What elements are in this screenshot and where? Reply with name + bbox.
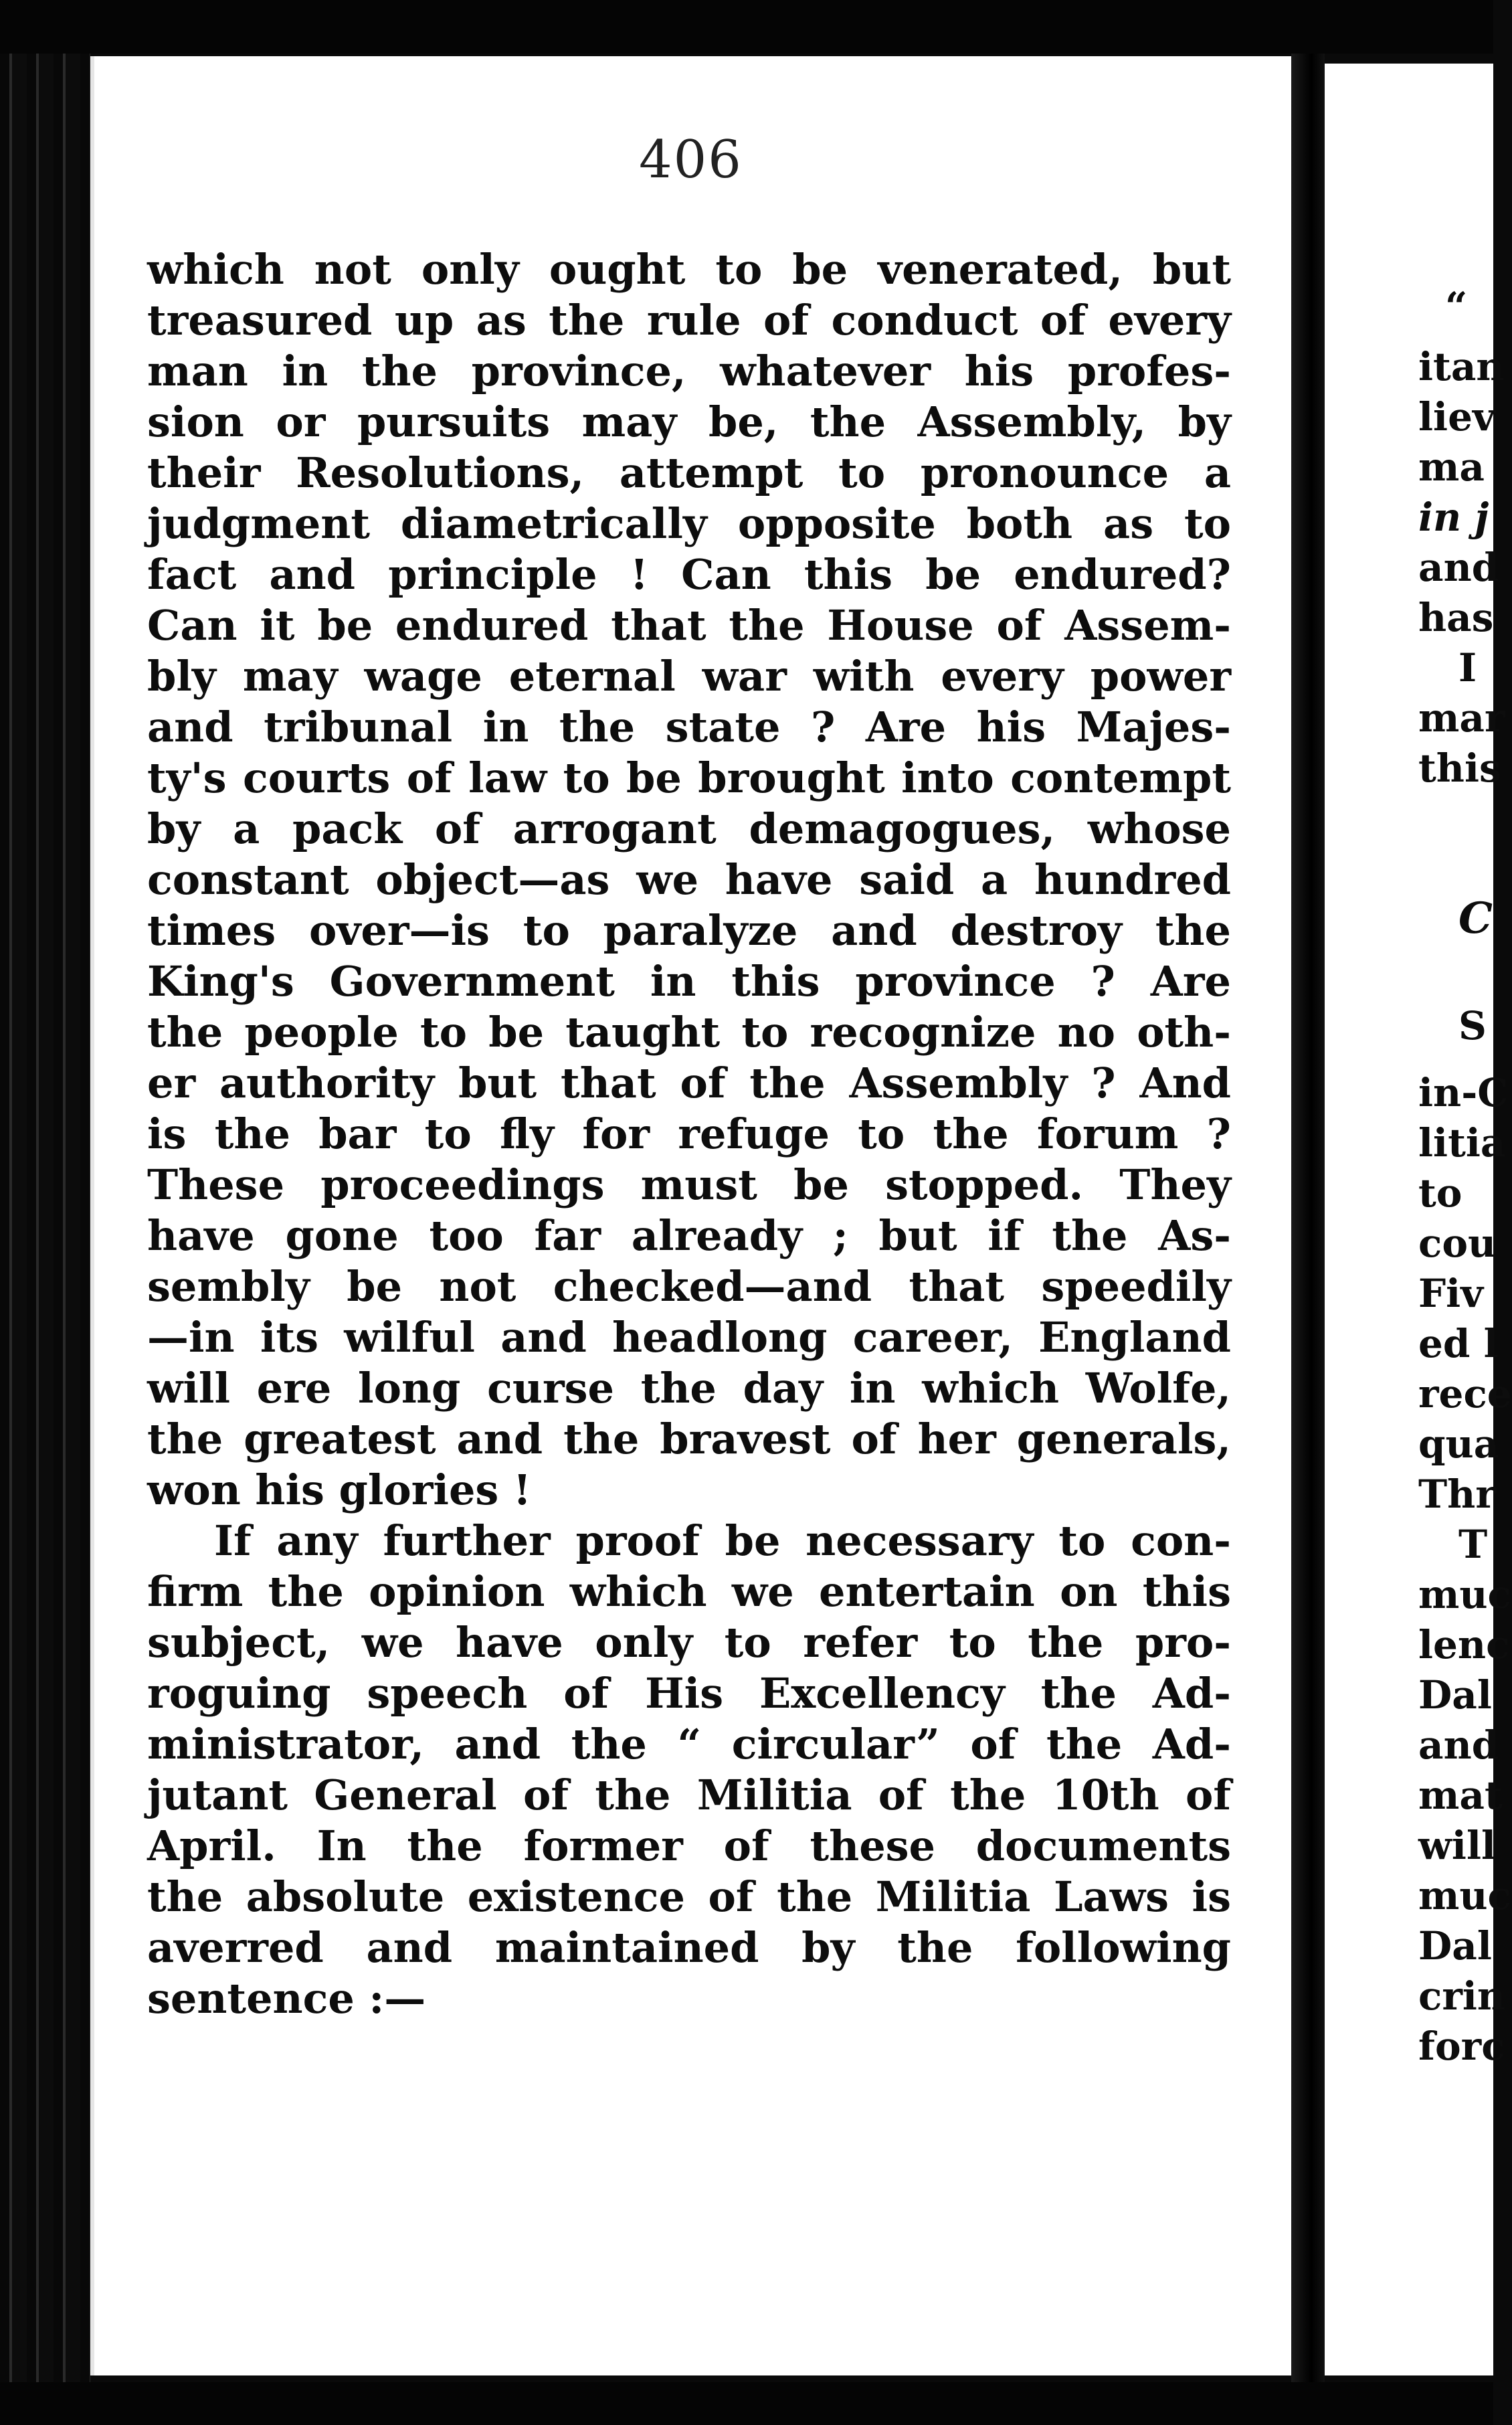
book-edge [0, 54, 90, 2382]
text-fragment: crin [1418, 1973, 1506, 2019]
text-fragment: Fiv [1418, 1271, 1483, 1316]
text-fragment: S [1458, 1003, 1487, 1049]
text-line: averred and maintained by the following [147, 1923, 1231, 1972]
text-line: times over—is to paralyze and destroy the [147, 906, 1231, 955]
text-line: firm the opinion which we entertain on this [147, 1567, 1231, 1616]
text-fragment: Dal [1418, 1672, 1492, 1718]
text-line: will ere long curse the day in which Wolfe, [147, 1364, 1231, 1413]
text-fragment: this [1418, 745, 1501, 791]
text-line: the greatest and the bravest of her generals, [147, 1415, 1231, 1463]
text-line: ty's courts of law to be brought into contempt [147, 753, 1231, 802]
text-line: King's Government in this province ? Are [147, 957, 1231, 1006]
text-line: sembly be not checked—and that speedily [147, 1262, 1231, 1311]
text-line: April. In the former of these documents [147, 1821, 1231, 1870]
text-fragment: has [1418, 595, 1494, 640]
text-fragment: C [1458, 893, 1493, 944]
text-fragment: qua [1418, 1421, 1499, 1467]
text-fragment: in j [1418, 495, 1489, 540]
text-line: have gone too far already ; but if the As- [147, 1211, 1231, 1260]
text-fragment: muc [1418, 1572, 1511, 1617]
text-fragment: ed l [1418, 1321, 1499, 1366]
text-line: Can it be endured that the House of Assem- [147, 601, 1231, 650]
text-line: their Resolutions, attempt to pronounce a [147, 448, 1231, 497]
text-line: bly may wage eternal war with every power [147, 652, 1231, 701]
text-fragment: lenc [1418, 1622, 1510, 1668]
text-line: —in its wilful and headlong career, England [147, 1313, 1231, 1362]
text-line: is the bar to fly for refuge to the forum ? [147, 1109, 1231, 1158]
text-line: roguing speech of His Excellency the Ad- [147, 1669, 1231, 1718]
text-line: and tribunal in the state ? Are his Majes- [147, 703, 1231, 751]
text-line: which not only ought to be venerated, but [147, 245, 1231, 294]
text-line: by a pack of arrogant demagogues, whose [147, 804, 1231, 853]
text-fragment: will [1418, 1823, 1497, 1868]
text-line: constant object—as we have said a hundred [147, 855, 1231, 904]
text-fragment: “ [1445, 284, 1468, 329]
body-text [147, 244, 1231, 2024]
text-line: If any further proof be necessary to con- [214, 1516, 1231, 1565]
text-line: the people to be taught to recognize no oth- [147, 1008, 1231, 1057]
scan-bottom-border [0, 2382, 1493, 2425]
text-line: the absolute existence of the Militia Laws is [147, 1872, 1231, 1921]
text-line: sentence :— [147, 1974, 426, 2023]
text-line: These proceedings must be stopped. They [147, 1160, 1231, 1209]
text-line: judgment diametrically opposite both as to [147, 499, 1231, 548]
text-line: treasured up as the rule of conduct of every [147, 296, 1231, 345]
text-fragment: litia [1418, 1120, 1506, 1166]
text-fragment: ma [1418, 444, 1485, 490]
book-spine [1291, 54, 1325, 2382]
text-fragment: and [1418, 545, 1499, 590]
text-line: man in the province, whatever his profes- [147, 347, 1231, 395]
text-line: won his glories ! [147, 1465, 532, 1514]
text-fragment: cou [1418, 1221, 1497, 1266]
page-number: 406 [639, 130, 743, 190]
text-line: subject, we have only to refer to the pro- [147, 1618, 1231, 1667]
text-fragment: T [1458, 1522, 1488, 1567]
text-fragment: muc [1418, 1873, 1511, 1918]
text-fragment: rece [1418, 1371, 1512, 1417]
text-fragment: mar [1418, 695, 1505, 741]
text-fragment: mat [1418, 1773, 1503, 1818]
text-line: fact and principle ! Can this be endured? [147, 550, 1231, 599]
text-fragment: Dal [1418, 1923, 1492, 1969]
text-fragment: forc [1418, 2024, 1505, 2069]
text-fragment: in-C [1418, 1070, 1509, 1115]
text-fragment: and [1418, 1722, 1499, 1768]
text-fragment: itan [1418, 344, 1505, 389]
scan-top-border [0, 0, 1493, 54]
text-fragment: liev [1418, 394, 1495, 440]
text-line: sion or pursuits may be, the Assembly, by [147, 397, 1231, 446]
text-fragment: Thr [1418, 1471, 1496, 1517]
text-line: er authority but that of the Assembly ? And [147, 1059, 1231, 1107]
text-fragment: I [1458, 645, 1477, 691]
text-line: ministrator, and the “ circular” of the Ad- [147, 1720, 1231, 1769]
text-fragment: to [1418, 1170, 1462, 1216]
text-line: jutant General of the Militia of the 10th of [147, 1771, 1231, 1819]
right-page-edge [1325, 64, 1512, 2375]
